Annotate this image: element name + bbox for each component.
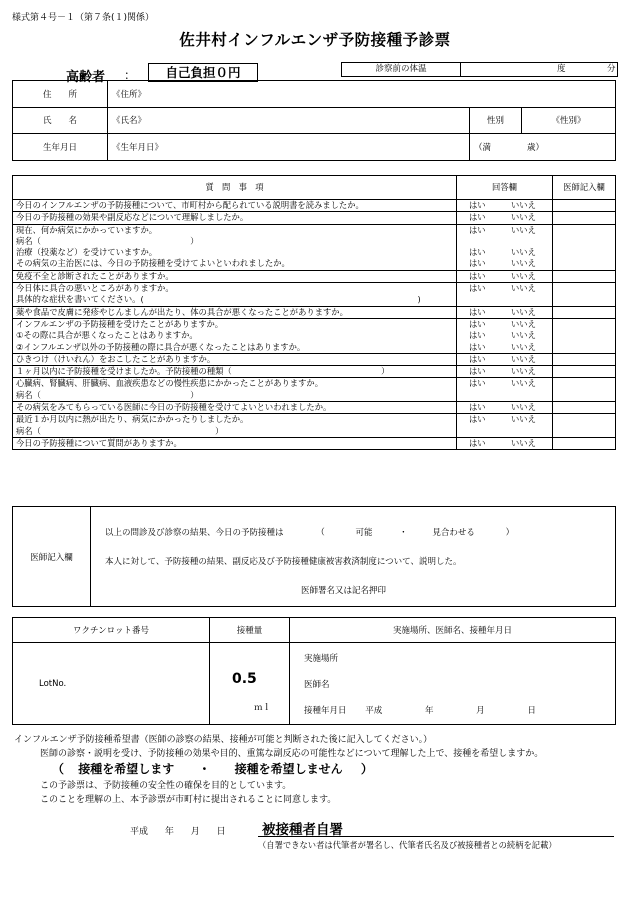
question-row bbox=[13, 378, 616, 402]
yes-option[interactable]: はい bbox=[469, 318, 486, 329]
address-field[interactable]: 《住所》 bbox=[108, 81, 616, 108]
yes-option[interactable]: はい bbox=[469, 283, 486, 294]
signature-label: 被接種者自署 bbox=[262, 822, 343, 838]
consent-agreement: このことを理解の上、本予診票が市町村に提出されることに同意します。 bbox=[40, 795, 337, 805]
no-option[interactable]: いいえ bbox=[511, 283, 536, 294]
no-option[interactable]: いいえ bbox=[511, 224, 536, 235]
doctor-section bbox=[12, 506, 616, 607]
question-line: ②インフルエンザ以外の予防接種の際に具合が悪くなったことはありますか。 bbox=[16, 341, 306, 352]
temperature-unit-bu: 分 bbox=[607, 64, 616, 74]
doctor-note-cell[interactable] bbox=[553, 353, 616, 365]
copay-box: 自己負担０円 bbox=[148, 63, 258, 82]
no-option[interactable]: いいえ bbox=[511, 247, 536, 258]
answer-line bbox=[469, 294, 549, 305]
question-text bbox=[13, 437, 457, 449]
doctor-note-cell[interactable] bbox=[553, 224, 616, 270]
yes-option[interactable]: はい bbox=[469, 366, 486, 377]
question-line: 免疫不全と診断されたことがありますか。 bbox=[16, 270, 174, 281]
no-option[interactable]: いいえ bbox=[511, 366, 536, 377]
question-row bbox=[13, 283, 616, 307]
question-line: 今日体に具合の悪いところがありますか。 bbox=[16, 283, 174, 294]
yes-option[interactable]: はい bbox=[469, 437, 486, 448]
no-option[interactable]: いいえ bbox=[511, 200, 536, 210]
question-line: 病名（ ） bbox=[16, 235, 199, 246]
paren-close: ） bbox=[505, 528, 515, 538]
age-close: 歳） bbox=[527, 142, 545, 153]
question-row bbox=[13, 353, 616, 365]
answer-line bbox=[469, 236, 549, 247]
answer-cell bbox=[457, 437, 553, 449]
temperature-unit-do: 度 bbox=[557, 64, 566, 74]
dob-label: 生年月日 bbox=[13, 134, 108, 161]
question-line: その病気をみてもらっている医師に今日の予防接種を受けてよいといわれましたか。 bbox=[16, 402, 332, 413]
answer-cell bbox=[457, 306, 553, 318]
answer-header: 回答欄 bbox=[457, 176, 553, 200]
no-option[interactable]: いいえ bbox=[511, 414, 536, 425]
question-text bbox=[13, 353, 457, 365]
question-row bbox=[13, 306, 616, 318]
date-day: 日 bbox=[527, 706, 536, 716]
answer-line bbox=[469, 426, 549, 437]
answer-line bbox=[469, 342, 549, 353]
answer-line bbox=[469, 271, 549, 282]
answer-line bbox=[469, 390, 549, 401]
question-text bbox=[13, 200, 457, 212]
no-option[interactable]: いいえ bbox=[511, 341, 536, 352]
yes-option[interactable]: はい bbox=[469, 212, 486, 223]
question-line: その病気の主治医には、今日の予防接種を受けてよいといわれましたか。 bbox=[16, 258, 290, 269]
date-year: 年 bbox=[424, 706, 434, 716]
question-text bbox=[13, 318, 457, 353]
question-line: 病名（ ） bbox=[16, 389, 199, 400]
dob-field[interactable]: 《生年月日》 bbox=[108, 134, 470, 161]
question-line: ①その際に具合が悪くなったことはありますか。 bbox=[16, 330, 198, 341]
yes-option[interactable]: はい bbox=[469, 270, 486, 281]
question-text bbox=[13, 283, 457, 307]
question-text bbox=[13, 402, 457, 414]
name-label: 氏 名 bbox=[13, 107, 108, 134]
answer-cell bbox=[457, 224, 553, 270]
choice-separator: ・ bbox=[198, 762, 211, 776]
yes-option[interactable]: はい bbox=[469, 414, 486, 425]
answer-line bbox=[469, 307, 549, 318]
sex-field[interactable]: 《性別》 bbox=[522, 107, 616, 134]
doctor-note-cell[interactable] bbox=[553, 283, 616, 307]
doctor-note-cell[interactable] bbox=[553, 200, 616, 212]
doctor-section-label: 医師記入欄 bbox=[13, 507, 91, 607]
question-row bbox=[13, 212, 616, 224]
question-row bbox=[13, 402, 616, 414]
question-text bbox=[13, 306, 457, 318]
answer-line bbox=[469, 258, 549, 269]
consent-question: 医師の診察・説明を受け、予防接種の効果や目的、重篤な副反応の可能性などについて理解した上で、接種を希望しますか。 bbox=[40, 749, 544, 759]
age-field[interactable] bbox=[470, 134, 616, 161]
answer-line bbox=[469, 247, 549, 258]
answer-line bbox=[469, 212, 549, 223]
question-row bbox=[13, 366, 616, 378]
question-line: 現在、何か病気にかかっていますか。 bbox=[16, 224, 158, 235]
question-line: 治療（投薬など）を受けていますか。 bbox=[16, 247, 158, 258]
consent-purpose: この予診票は、予防接種の安全性の確保を目的としています。 bbox=[40, 781, 292, 791]
date-month: 月 bbox=[476, 706, 485, 716]
doctor-note-cell[interactable] bbox=[553, 437, 616, 449]
dose-header: 接種量 bbox=[210, 618, 290, 643]
date-era: 平成 bbox=[365, 706, 383, 716]
yes-option[interactable]: はい bbox=[469, 258, 486, 269]
question-line: インフルエンザの予防接種を受けたことがありますか。 bbox=[16, 318, 224, 329]
dose-field[interactable] bbox=[210, 643, 290, 725]
no-option[interactable]: いいえ bbox=[511, 306, 536, 317]
doctor-note-cell[interactable] bbox=[553, 414, 616, 438]
questionnaire-table bbox=[12, 175, 616, 450]
colon: ： bbox=[124, 68, 137, 82]
no-option[interactable]: いいえ bbox=[511, 402, 536, 413]
consent-no-option[interactable]: 接種を希望しません bbox=[234, 762, 343, 776]
temperature-field[interactable] bbox=[461, 63, 617, 76]
yes-option[interactable]: はい bbox=[469, 402, 486, 413]
name-field[interactable]: 《氏名》 bbox=[108, 107, 470, 134]
yes-option[interactable]: はい bbox=[469, 247, 486, 258]
choice-paren-open: （ bbox=[52, 762, 65, 776]
no-option[interactable]: いいえ bbox=[511, 318, 536, 329]
yes-option[interactable]: はい bbox=[469, 353, 486, 364]
no-option[interactable]: いいえ bbox=[511, 270, 536, 281]
answer-line bbox=[469, 200, 549, 211]
question-line: 具体的な症状を書いてください。( ) bbox=[16, 294, 421, 305]
possible-option[interactable]: 可能 bbox=[355, 528, 373, 538]
postpone-option[interactable]: 見合わせる bbox=[432, 528, 475, 538]
elderly-label: 高齢者 bbox=[66, 70, 106, 85]
question-text bbox=[13, 366, 457, 378]
lot-field[interactable]: LotNo. bbox=[13, 643, 210, 725]
doctor-note-cell[interactable] bbox=[553, 212, 616, 224]
question-row bbox=[13, 200, 616, 212]
age-open: （満 bbox=[474, 142, 492, 153]
answer-line bbox=[469, 330, 549, 341]
question-text bbox=[13, 212, 457, 224]
question-row bbox=[13, 437, 616, 449]
answer-cell bbox=[457, 378, 553, 402]
vaccination-date-field[interactable] bbox=[304, 698, 607, 724]
answer-cell bbox=[457, 200, 553, 212]
question-line: 病名（ ） bbox=[16, 425, 224, 436]
address-label: 住 所 bbox=[13, 81, 108, 108]
answer-line bbox=[469, 319, 549, 330]
choice-paren-close: ） bbox=[360, 762, 373, 776]
question-line: 今日のインフルエンザの予防接種について、市町村から配られている説明書を読みましたか。 bbox=[16, 200, 364, 210]
answer-cell bbox=[457, 318, 553, 353]
date-label: 接種年月日 bbox=[304, 706, 347, 716]
answer-cell bbox=[457, 270, 553, 282]
consent-choice bbox=[52, 760, 373, 777]
doctor-note-cell[interactable] bbox=[553, 378, 616, 402]
question-line: ひきつけ（けいれん）をおこしたことがありますか。 bbox=[16, 353, 216, 364]
temperature-label: 診察前の体温 bbox=[342, 63, 461, 76]
doctor-note-header: 医師記入欄 bbox=[553, 176, 616, 200]
no-option[interactable]: いいえ bbox=[511, 378, 536, 389]
question-row bbox=[13, 414, 616, 438]
doctor-note-cell[interactable] bbox=[553, 306, 616, 318]
form-code: 様式第４号－１（第７条(１)関係） bbox=[12, 13, 155, 23]
doctor-judgment-text: 以上の問診及び診察の結果、今日の予防接種は bbox=[105, 528, 284, 538]
answer-line bbox=[469, 438, 549, 449]
yes-option[interactable]: はい bbox=[469, 306, 486, 317]
question-row bbox=[13, 270, 616, 282]
signature-date[interactable] bbox=[130, 824, 226, 837]
vaccine-table bbox=[12, 617, 616, 725]
answer-cell bbox=[457, 414, 553, 438]
signature-line[interactable] bbox=[258, 836, 614, 837]
answer-line bbox=[469, 225, 549, 236]
answer-cell bbox=[457, 402, 553, 414]
doctor-note-cell[interactable] bbox=[553, 270, 616, 282]
option-separator: ・ bbox=[399, 528, 408, 538]
doctor-note-cell[interactable] bbox=[553, 402, 616, 414]
question-text bbox=[13, 414, 457, 438]
doctor-note-cell[interactable] bbox=[553, 366, 616, 378]
temperature-box bbox=[341, 62, 618, 77]
question-line: 最近１か月以内に熱が出たり、病気にかかったりしましたか。 bbox=[16, 414, 249, 425]
yes-option[interactable]: はい bbox=[469, 330, 486, 341]
answer-line bbox=[469, 414, 549, 425]
place-header: 実施場所、医師名、接種年月日 bbox=[290, 618, 616, 643]
dose-value: 0.5 bbox=[232, 671, 257, 687]
question-line: 今日の予防接種の効果や副反応などについて理解しましたか。 bbox=[16, 212, 249, 223]
yes-option[interactable]: はい bbox=[469, 341, 486, 352]
answer-cell bbox=[457, 212, 553, 224]
sign-year: 年 bbox=[164, 827, 174, 837]
question-row bbox=[13, 318, 616, 353]
yes-option[interactable]: はい bbox=[469, 224, 486, 235]
answer-line bbox=[469, 283, 549, 294]
no-option[interactable]: いいえ bbox=[511, 212, 536, 223]
doctor-explain-line: 本人に対して、予防接種の結果、副反応及び予防接種健康被害救済制度について、説明した。 bbox=[105, 557, 462, 567]
sign-month: 月 bbox=[190, 827, 200, 837]
sex-label: 性別 bbox=[470, 107, 522, 134]
no-option[interactable]: いいえ bbox=[511, 258, 536, 269]
doctor-judgment-line bbox=[105, 519, 607, 548]
lot-header: ワクチンロット番号 bbox=[13, 618, 210, 643]
consent-yes-option[interactable]: 接種を希望します bbox=[78, 762, 175, 776]
place-field[interactable]: 実施場所 bbox=[304, 654, 339, 664]
question-row bbox=[13, 224, 616, 270]
question-line: 薬や食品で皮膚に発疹やじんましんが出たり、体の具合が悪くなったことがありますか。 bbox=[16, 306, 348, 317]
answer-cell bbox=[457, 366, 553, 378]
question-line: 心臓病、腎臓病、肝臓病、血液疾患などの慢性疾患にかかったことがありますか。 bbox=[16, 378, 323, 389]
answer-line bbox=[469, 366, 549, 377]
sign-day: 日 bbox=[216, 827, 226, 837]
question-text bbox=[13, 224, 457, 270]
doctor-name-field[interactable]: 医師名 bbox=[304, 680, 330, 690]
personal-info-table bbox=[12, 80, 616, 161]
no-option[interactable]: いいえ bbox=[511, 330, 536, 341]
signature-note: （自署できない者は代筆者が署名し、代筆者氏名及び被接種者との続柄を記載） bbox=[258, 840, 557, 850]
doctor-note-cell[interactable] bbox=[553, 318, 616, 353]
yes-option[interactable]: はい bbox=[469, 378, 486, 389]
question-line: １ヶ月以内に予防接種を受けましたか。予防接種の種類（ ） bbox=[16, 366, 390, 377]
answer-line bbox=[469, 402, 549, 413]
doctor-signature-field[interactable]: 医師署名又は記名押印 bbox=[301, 586, 387, 596]
page-title: 佐井村インフルエンザ予防接種予診票 bbox=[179, 31, 451, 49]
answer-line bbox=[469, 378, 549, 389]
question-line: 今日の予防接種について質問がありますか。 bbox=[16, 437, 182, 448]
question-text bbox=[13, 378, 457, 402]
no-option[interactable]: いいえ bbox=[511, 437, 536, 448]
yes-option[interactable]: はい bbox=[469, 200, 486, 210]
question-text bbox=[13, 270, 457, 282]
paren-open: （ bbox=[316, 528, 325, 538]
dose-unit: ｍｌ bbox=[254, 703, 272, 713]
sign-era: 平成 bbox=[130, 827, 149, 837]
answer-cell bbox=[457, 283, 553, 307]
question-header: 質 問 事 項 bbox=[13, 176, 457, 200]
answer-line bbox=[469, 354, 549, 365]
answer-cell bbox=[457, 353, 553, 365]
consent-title: インフルエンザ予防接種希望書（医師の診察の結果、接種が可能と判断された後に記入してください。） bbox=[14, 735, 433, 745]
no-option[interactable]: いいえ bbox=[511, 353, 536, 364]
